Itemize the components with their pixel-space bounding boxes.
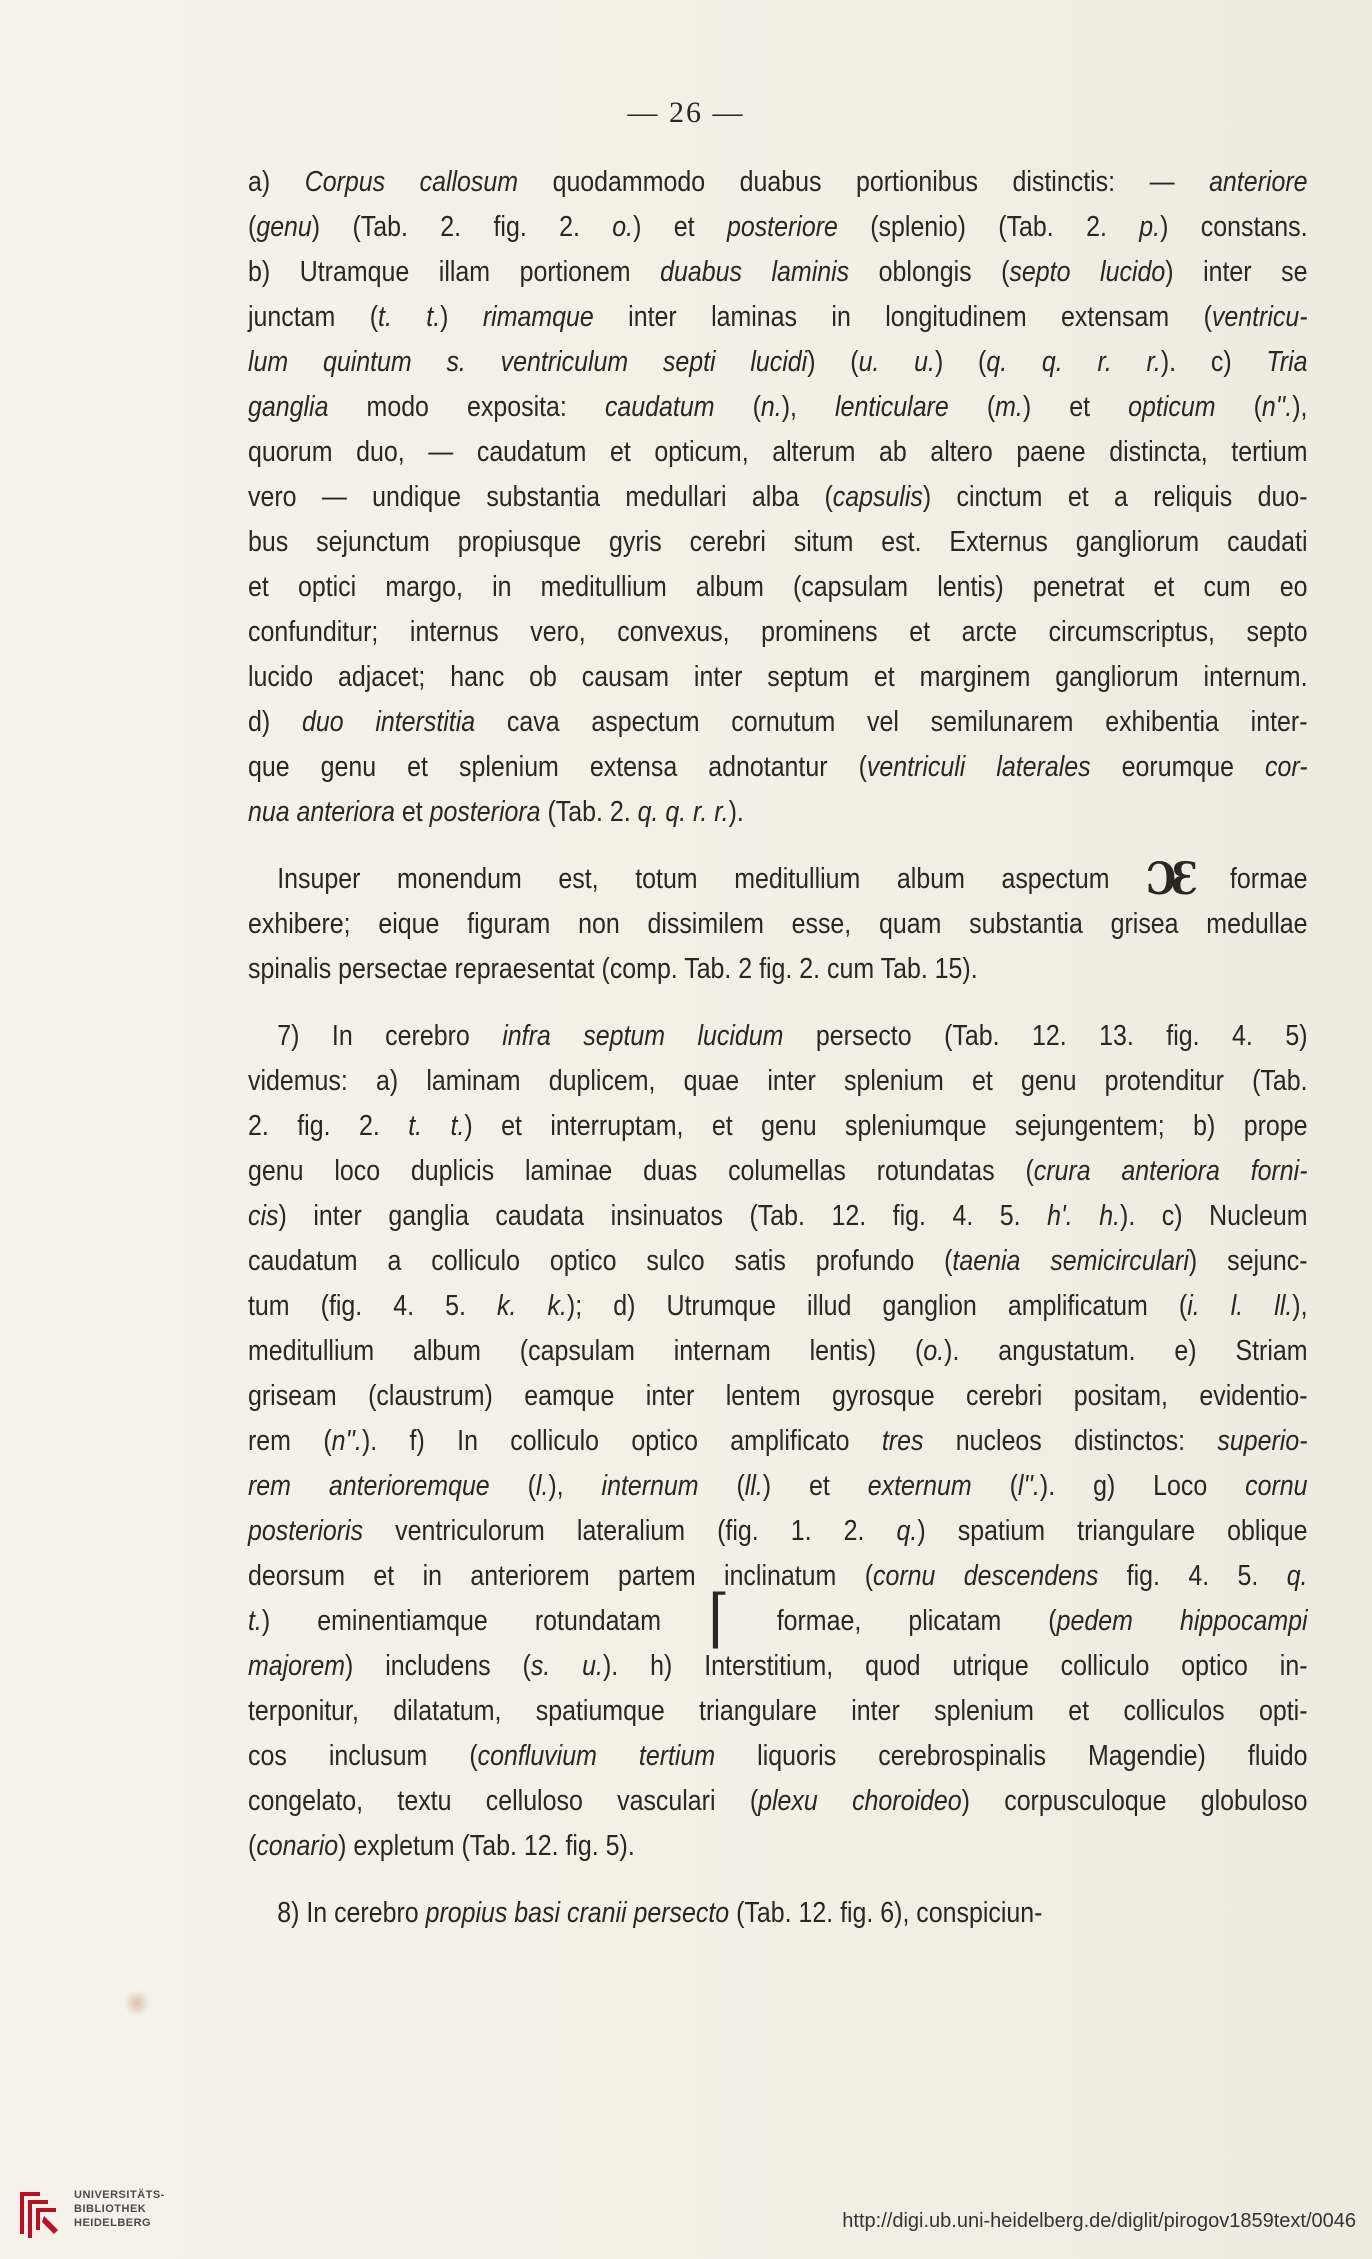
text-line: et optici margo, in meditullium album (capsulam lentis) penetrat et cum eo (248, 571, 1308, 603)
text-line: a) Corpus callosum quodammodo duabus portionibus distinctis: — anteriore (248, 166, 1308, 198)
italic-term: externum (867, 1470, 972, 1502)
text-line: rem anterioremque (l.), internum (ll.) et externum (l''.). g) Loco cornu (248, 1470, 1308, 1502)
italic-term: Corpus callosum (304, 166, 519, 198)
italic-term: ll. (744, 1470, 763, 1502)
body-text (248, 160, 1308, 1936)
italic-term: ganglia (248, 391, 329, 423)
paragraph-gap (248, 992, 1308, 1014)
text-line: confunditur; internus vero, convexus, prominens et arcte circumscriptus, septo (248, 616, 1308, 648)
text-line: posterioris ventriculorum lateralium (fig. 1. 2. q.) spatium triangulare oblique (248, 1515, 1308, 1547)
italic-term: cis (248, 1200, 279, 1232)
italic-term: infra septum lucidum (502, 1020, 784, 1052)
italic-term: t. t. (378, 301, 441, 333)
italic-term: o. (612, 211, 634, 243)
italic-term: tres (881, 1425, 924, 1457)
italic-term: majorem (248, 1650, 346, 1682)
text-line: 8) In cerebro propius basi cranii persecto (Tab. 12. fig. 6), conspiciun- (277, 1897, 1043, 1929)
italic-term: ventriculi laterales (866, 751, 1091, 783)
italic-term: q. q. r. r. (637, 796, 729, 828)
text-line: tum (fig. 4. 5. k. k.); d) Utrumque illud ganglion amplificatum (i. l. ll.), (248, 1290, 1308, 1322)
italic-term: n''. (331, 1425, 362, 1457)
text-line: exhibere; eique figuram non dissimilem esse, quam substantia grisea medullae (248, 908, 1308, 940)
text-line: cis) inter ganglia caudata insinuatos (Tab. 12. fig. 4. 5. h'. h.). c) Nucleum (248, 1200, 1308, 1232)
text-line: majorem) includens (s. u.). h) Interstitium, quod utrique colliculo optico in- (248, 1650, 1308, 1682)
text-line: d) duo interstitia cava aspectum cornutum vel semilunarem exhibentia inter- (248, 706, 1308, 738)
italic-term: superio- (1217, 1425, 1308, 1457)
library-logo[interactable] (14, 2180, 214, 2246)
text-line: nua anteriora et posteriora (Tab. 2. q. q. r. r.). (248, 796, 744, 828)
text-line: genu loco duplicis laminae duas columellas rotundatas (crura anteriora forni- (248, 1155, 1308, 1187)
text-line: 2. fig. 2. t. t.) et interruptam, et genu spleniumque sejungentem; b) prope (248, 1110, 1308, 1142)
text-line: terponitur, dilatatum, spatiumque triangulare inter splenium et colliculos opti- (248, 1695, 1308, 1727)
italic-term: capsulis (832, 481, 923, 513)
italic-term: septo lucido (1009, 256, 1166, 288)
library-name-line: HEIDELBERG (74, 2217, 152, 2229)
library-name-line: UNIVERSITÄTS- (74, 2189, 165, 2201)
italic-term: caudatum (604, 391, 715, 423)
text-line: Insuper monendum est, totum meditullium album aspectum ƆƐ formae (277, 854, 1308, 905)
italic-term: k. k. (497, 1290, 567, 1322)
text-line: quorum duo, — caudatum et opticum, alterum ab altero paene distincta, tertium (248, 436, 1308, 468)
italic-term: l. (535, 1470, 549, 1502)
text-line: (genu) (Tab. 2. fig. 2. o.) et posteriore (splenio) (Tab. 2. p.) constans. (248, 211, 1308, 243)
italic-term: t. t. (408, 1110, 465, 1142)
text-line: lum quintum s. ventriculum septi lucidi) (u. u.) (q. q. r. r.). c) Tria (248, 346, 1308, 378)
italic-term: rimamque (482, 301, 594, 333)
italic-term: u. u. (858, 346, 935, 378)
text-line: ganglia modo exposita: caudatum (n.), lenticulare (m.) et opticum (n''.), (248, 391, 1308, 423)
text-line: (conario) expletum (Tab. 12. fig. 5). (248, 1830, 635, 1862)
italic-term: propius basi cranii persecto (425, 1897, 730, 1929)
text-line: 7) In cerebro infra septum lucidum persecto (Tab. 12. 13. fig. 4. 5) (277, 1020, 1308, 1052)
italic-term: genu (256, 211, 312, 243)
text-line: vero — undique substantia medullari alba (capsulis) cinctum et a reliquis duo- (248, 481, 1308, 513)
text-line: meditullium album (capsulam internam lentis) (o.). angustatum. e) Striam (248, 1335, 1308, 1367)
italic-term: cor- (1265, 751, 1308, 783)
italic-term: m. (995, 391, 1023, 423)
italic-term: cornu (1245, 1470, 1308, 1502)
italic-term: o. (923, 1335, 945, 1367)
italic-term: internum (601, 1470, 699, 1502)
source-url-link[interactable]: http://digi.ub.uni-heidelberg.de/diglit/pirogov1859text/0046 (842, 2210, 1356, 2232)
italic-term: duabus laminis (660, 256, 850, 288)
italic-term: s. u. (530, 1650, 603, 1682)
library-name (74, 2188, 165, 2230)
italic-term: p. (1139, 211, 1161, 243)
italic-term: Tria (1266, 346, 1308, 378)
italic-term: opticum (1128, 391, 1216, 423)
paragraph-gap (248, 1869, 1308, 1891)
text-line: t.) eminentiamque rotundatam ⌈ formae, plicatam (pedem hippocampi (248, 1582, 1308, 1656)
italic-term: lenticulare (835, 391, 949, 423)
text-line: griseam (claustrum) eamque inter lentem gyrosque cerebri positam, evidentio- (248, 1380, 1308, 1412)
text-line: rem (n''.). f) In colliculo optico amplificato tres nucleos distinctos: superio- (248, 1425, 1308, 1457)
text-line: videmus: a) laminam duplicem, quae inter splenium et genu protenditur (Tab. (248, 1065, 1308, 1097)
text-line: lucido adjacet; hanc ob causam inter septum et marginem gangliorum internum. (248, 661, 1308, 693)
italic-term: lum quintum s. ventriculum septi lucidi (248, 346, 808, 378)
italic-term: anteriore (1209, 166, 1308, 198)
bracket-shape-glyph: ƆƐ (1146, 854, 1194, 905)
text-line: b) Utramque illam portionem duabus laminis oblongis (septo lucido) inter se (248, 256, 1308, 288)
italic-term: h'. h. (1047, 1200, 1121, 1232)
italic-term: cornu descendens (873, 1560, 1099, 1592)
italic-term: q. (1286, 1560, 1308, 1592)
italic-term: taenia semicirculari (952, 1245, 1189, 1277)
italic-term: posterioris (248, 1515, 364, 1547)
library-name-line: BIBLIOTHEK (74, 2203, 147, 2215)
italic-term: ventricu- (1211, 301, 1308, 333)
italic-term: n. (760, 391, 782, 423)
text-line: cos inclusum (confluvium tertium liquoris cerebrospinalis Magendie) fluido (248, 1740, 1308, 1772)
text-line: deorsum et in anteriorem partem inclinatum (cornu descendens fig. 4. 5. q. (248, 1560, 1308, 1592)
text-line: bus sejunctum propiusque gyris cerebri situm est. Externus gangliorum caudati (248, 526, 1308, 558)
italic-term: q. (896, 1515, 918, 1547)
italic-term: i. l. ll. (1187, 1290, 1293, 1322)
italic-term: nua anteriora (248, 796, 395, 828)
italic-term: t. (248, 1605, 262, 1637)
curve-shape-glyph: ⌈ (708, 1582, 730, 1656)
library-logo-icon (14, 2186, 62, 2240)
italic-term: q. q. r. r. (986, 346, 1161, 378)
italic-term: n''. (1261, 391, 1293, 423)
italic-term: posteriora (429, 796, 541, 828)
italic-term: posteriore (726, 211, 838, 243)
italic-term: duo interstitia (301, 706, 476, 738)
text-line: congelato, textu celluloso vasculari (plexu choroideo) corpusculoque globuloso (248, 1785, 1308, 1817)
page-number: — 26 — (627, 96, 745, 129)
italic-term: crura anteriora forni- (1033, 1155, 1308, 1187)
text-line: junctam (t. t.) rimamque inter laminas in longitudinem extensam (ventricu- (248, 301, 1308, 333)
ink-smudge (124, 1990, 150, 2016)
text-line: spinalis persectae repraesentat (comp. Tab. 2 fig. 2. cum Tab. 15). (248, 953, 978, 985)
italic-term: l''. (1017, 1470, 1040, 1502)
italic-term: conario (256, 1830, 339, 1862)
text-line: caudatum a colliculo optico sulco satis profundo (taenia semicirculari) sejunc- (248, 1245, 1308, 1277)
italic-term: confluvium tertium (477, 1740, 716, 1772)
italic-term: pedem hippocampi (1056, 1605, 1308, 1637)
italic-term: plexu choroideo (758, 1785, 962, 1817)
italic-term: rem anterioremque (248, 1470, 490, 1502)
text-line: que genu et splenium extensa adnotantur (ventriculi laterales eorumque cor- (248, 751, 1308, 783)
